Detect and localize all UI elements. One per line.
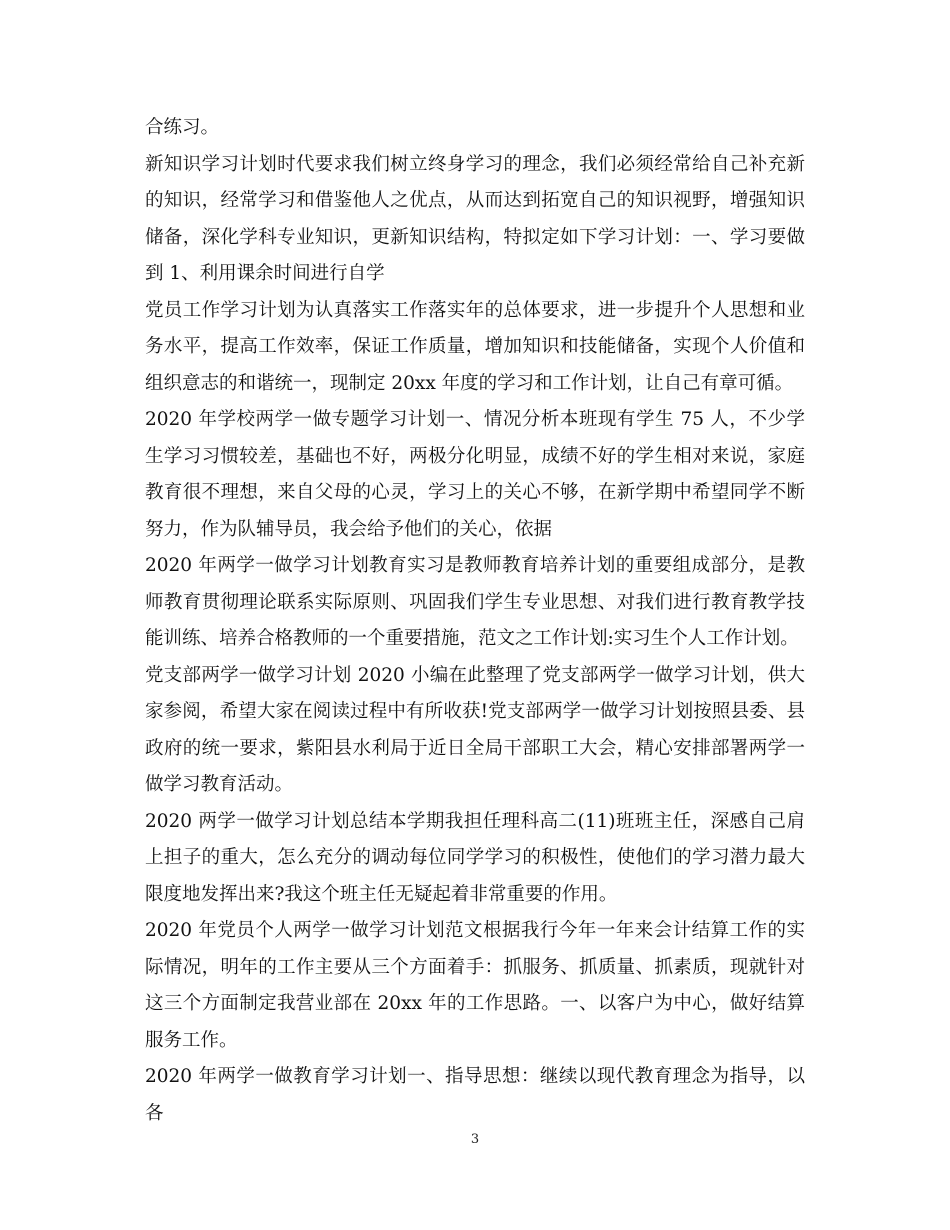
paragraph: 2020 两学一做学习计划总结本学期我担任理科高二(11)班班主任，深感自己肩上担子的重大，怎么充分的调动每位同学学习的积极性，使他们的学习潜力最大限度地发挥出来?我这个班主任无疑起着非常重要的作用。	[145, 810, 805, 905]
paragraph: 党员工作学习计划为认真落实工作落实年的总体要求，进一步提升个人思想和业务水平，提高工作效率，保证工作质量，增加知识和技能储备，实现个人价值和组织意志的和谐统一，现制定 20xx 年度的学习和工作计划，让自己有章可循。	[145, 299, 805, 394]
document-body	[145, 110, 805, 1132]
paragraph: 合练习。	[145, 117, 220, 138]
paragraph: 2020 年两学一做教育学习计划一、指导思想：继续以现代教育理念为指导，以各	[145, 1066, 805, 1124]
paragraph: 新知识学习计划时代要求我们树立终身学习的理念，我们必须经常给自己补充新的知识，经常学习和借鉴他人之优点，从而达到拓宽自己的知识视野，增强知识储备，深化学科专业知识，更新知识结构，特拟定如下学习计划：一、学习要做到 1、利用课余时间进行自学	[145, 153, 805, 284]
paragraph: 党支部两学一做学习计划 2020 小编在此整理了党支部两学一做学习计划，供大家参阅，希望大家在阅读过程中有所收获!党支部两学一做学习计划按照县委、县政府的统一要求，紫阳县水利局于近日全局干部职工大会，精心安排部署两学一做学习教育活动。	[145, 664, 805, 795]
paragraph: 2020 年学校两学一做专题学习计划一、情况分析本班现有学生 75 人，不少学生学习习惯较差，基础也不好，两极分化明显，成绩不好的学生相对来说，家庭教育很不理想，来自父母的心灵，学习上的关心不够，在新学期中希望同学不断努力，作为队辅导员，我会给予他们的关心，依据	[145, 409, 805, 540]
paragraph: 2020 年党员个人两学一做学习计划范文根据我行今年一年来会计结算工作的实际情况，明年的工作主要从三个方面着手：抓服务、抓质量、抓素质，现就针对这三个方面制定我营业部在 20xx 年的工作思路。一、以客户为中心，做好结算服务工作。	[145, 920, 805, 1051]
page-number: 3	[470, 1132, 480, 1147]
paragraph: 2020 年两学一做学习计划教育实习是教师教育培养计划的重要组成部分，是教师教育贯彻理论联系实际原则、巩固我们学生专业思想、对我们进行教育教学技能训练、培养合格教师的一个重要措施，范文之工作计划:实习生个人工作计划。	[145, 555, 805, 649]
